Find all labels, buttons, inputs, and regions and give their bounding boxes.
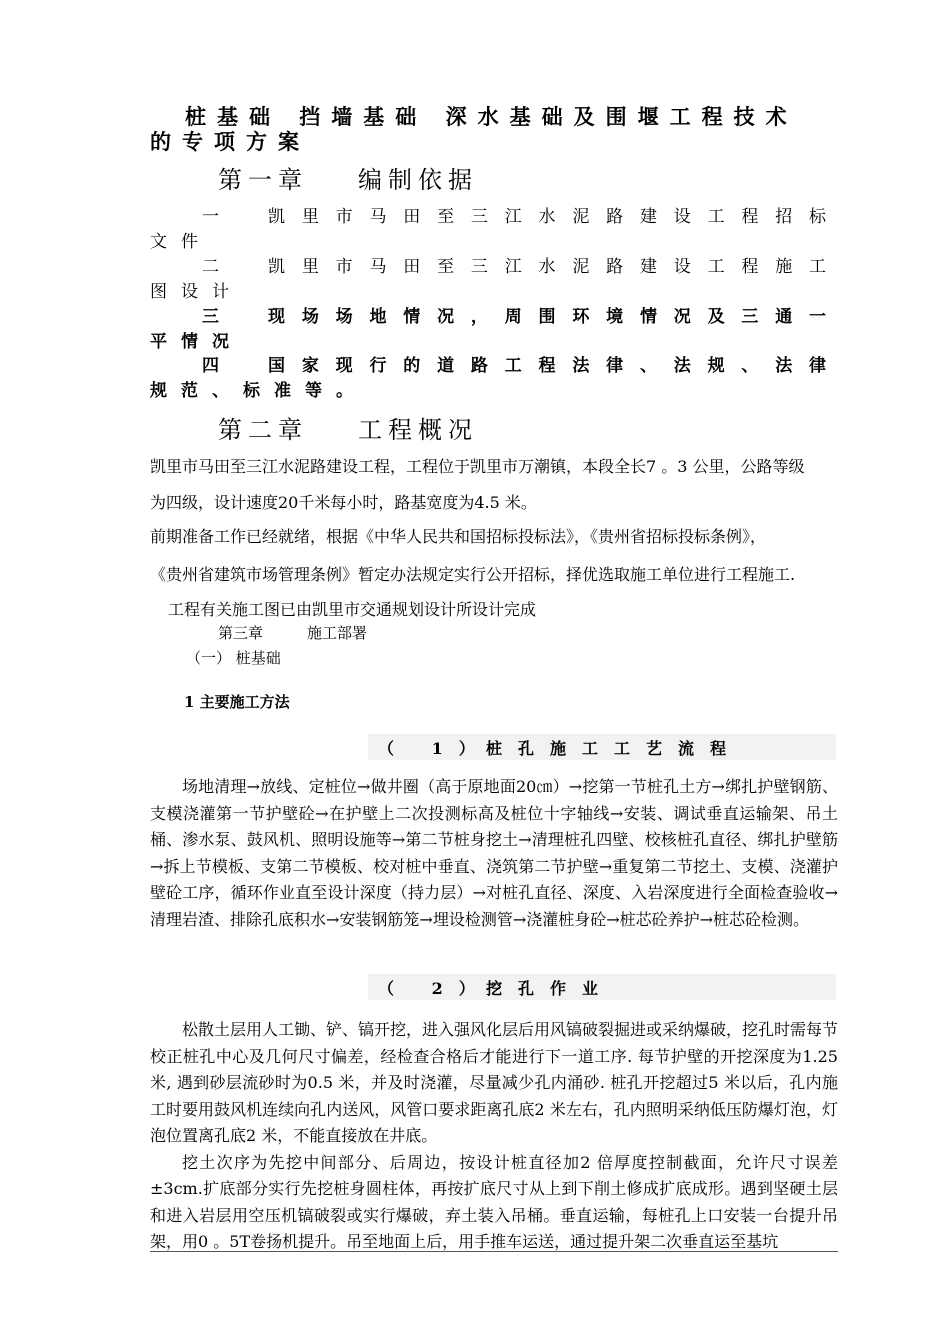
chapter-2-number: 第二章: [218, 416, 308, 444]
basis-item-line2: 平情况: [150, 332, 243, 352]
step-2-paragraph-1: 松散土层用人工锄、铲、镐开挖，进入强风化层后用风镐破裂掘进或采纳爆破，挖孔时需每节校正桩孔中心及几何尺寸偏差，经检查合格后才能进行下一道工序. 每节护壁的开挖深度为1.25米, 遇到砂层流砂时为0.5 米，并及时浇灌，尽量减少孔内涌砂. 桩孔开挖超过5 米以后，孔内施工时要用鼓风机连续向孔内送风，风管口要求距离孔底2 米左右，孔内照明采纳低压防爆灯泡，灯泡位置离孔底2 米，不能直接放在井底。: [150, 1020, 839, 1145]
step-1-paragraph: 场地清理→放线、定桩位→做井圈（高于原地面20㎝）→挖第一节桩孔土方→绑扎护壁钢筋、支模浇灌第一节护壁砼→在护壁上二次投测标高及桩位十字轴线→安装、调试垂直运输架、吊土桶、渗水泵、鼓风机、照明设施等→第二节桩身挖土→清理桩孔四壁、校核桩孔直径、绑扎护壁筋→拆上节模板、支第二节模板、校对桩中垂直、浇筑第二节护壁→重复第二节挖土、支模、浇灌护壁砼工序，循环作业直至设计深度（持力层）→对桩孔直径、深度、入岩深度进行全面检查验收→清理岩渣、排除孔底积水→安装钢筋笼→埋设检测管→浇灌桩身砼→桩芯砼养护→桩芯砼检测。: [150, 777, 838, 929]
step-1-title: 桩孔施工工艺流程: [486, 739, 743, 758]
document-title-line2: 的专项方案: [150, 129, 310, 154]
chapter-3-name: 施工部署: [307, 624, 368, 642]
overview-line-1: 凯里市马田至三江水泥路建设工程，工程位于凯里市万潮镇，本段全长7 。3 公里，公路等级: [150, 457, 805, 476]
basis-item-number: 一: [202, 207, 219, 227]
step-2-number: （ 2）: [378, 979, 491, 998]
step-1-number: （ 1）: [378, 739, 491, 758]
step-2-title: 挖孔作业: [486, 979, 615, 998]
basis-item-number: 三: [202, 307, 219, 327]
section-pile-foundation: （一） 桩基础: [186, 649, 281, 667]
overview-line-2: 为四级，设计速度20千米每小时，路基宽度为4.5 米。: [150, 493, 537, 512]
basis-item-line2: 图设计: [150, 282, 243, 302]
overview-line-4: 《贵州省建筑市场管理条例》暂定办法规定实行公开招标，择优选取施工单位进行工程施工.: [150, 565, 796, 584]
basis-item-number: 二: [202, 257, 219, 277]
step-2-heading-bar: [368, 974, 836, 1000]
step-2-paragraph-2: 挖土次序为先挖中间部分、后周边，按设计桩直径加2 倍厚度控制截面，允许尺寸误差±3cm.扩底部分实行先挖桩身圆柱体，再按扩底尺寸从上到下削土修成扩底成形。遇到坚硬土层和进入岩层用空压机镐破裂或实行爆破，弃土装入吊桶。垂直运输，每桩孔上口安装一台提升吊架，用0 。5T卷扬机提升。吊至地面上后，用手推车运送，通过提升架二次垂直运至基坑: [150, 1152, 838, 1251]
basis-item-line1: 国 家 现 行 的 道 路 工 程 法 律 、 法 规 、 法 律: [268, 356, 826, 376]
basis-item-line1: 现 场 场 地 情 况 ， 周 围 环 境 情 况 及 三 通 一: [268, 307, 826, 327]
basis-item-line1: 凯 里 市 马 田 至 三 江 水 泥 路 建 设 工 程 招 标: [268, 207, 826, 227]
method-heading: 1 主要施工方法: [184, 693, 290, 711]
basis-item-line2: 规范、标准等。: [150, 381, 367, 401]
chapter-2-name: 工程概况: [358, 416, 478, 444]
step-2-body: [150, 1017, 838, 1256]
chapter-3-heading: [218, 622, 367, 643]
page-bottom-rule: [150, 1251, 838, 1252]
basis-item-number: 四: [202, 356, 219, 376]
chapter-1-name: 编制依据: [358, 166, 478, 194]
document-title-line1: 桩基础 挡墙基础 深水基础及围堰工程技术: [185, 104, 798, 129]
step-1-heading-bar: [368, 734, 836, 760]
chapter-1-number: 第一章: [218, 166, 308, 194]
overview-line-3: 前期准备工作已经就绪，根据《中华人民共和国招标投标法》，《贵州省招标投标条例》，: [150, 527, 767, 546]
chapter-2-heading: [218, 410, 478, 445]
overview-line-5: 工程有关施工图已由凯里市交通规划设计所设计完成: [168, 600, 537, 619]
chapter-3-number: 第三章: [218, 624, 264, 642]
chapter-1-heading: [218, 160, 478, 195]
basis-item-line1: 凯 里 市 马 田 至 三 江 水 泥 路 建 设 工 程 施 工: [268, 257, 826, 277]
basis-item-line2: 文件: [150, 232, 212, 252]
step-1-body: [150, 774, 838, 933]
